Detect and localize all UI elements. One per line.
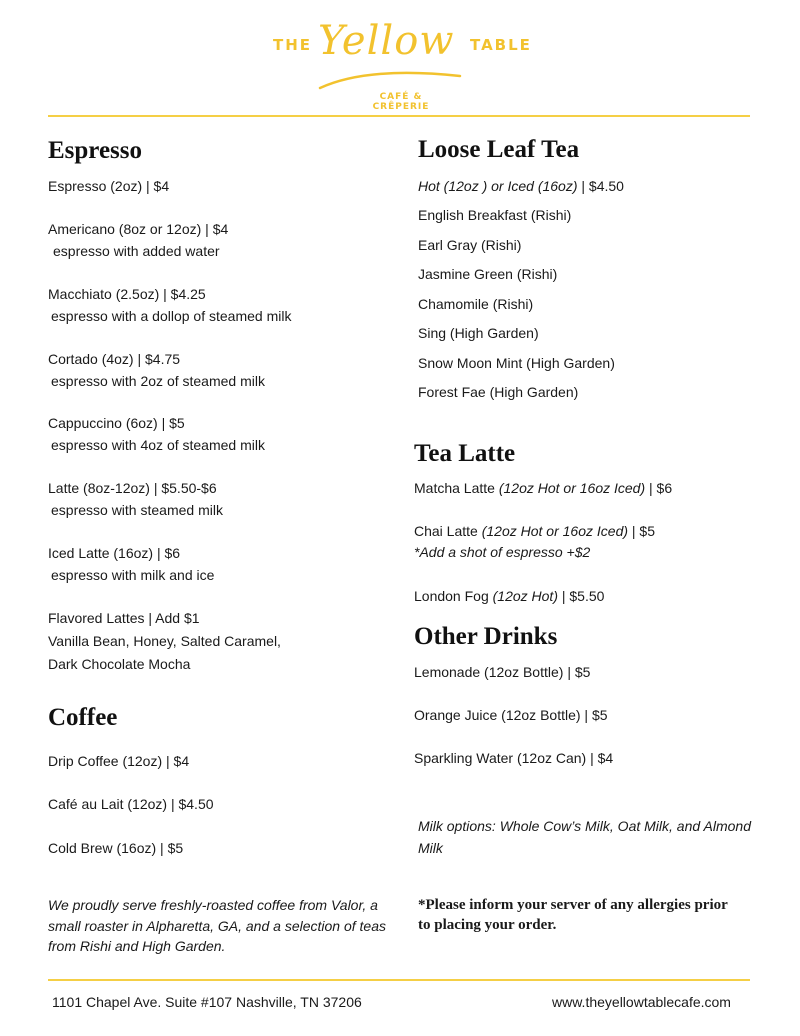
coffee-note: from Rishi and High Garden. [48,938,226,954]
bottom-divider [48,979,750,981]
tea-latte-heading: Tea Latte [414,440,516,467]
menu-item-desc: espresso with steamed milk [51,502,223,518]
flavor-list: Dark Chocolate Mocha [48,656,191,672]
tea-price: | $4.50 [577,178,624,194]
item-size: (12oz Hot or 16oz Iced) [498,480,646,496]
milk-options: Milk [418,840,443,856]
drink-item: Orange Juice (12oz Bottle) | $5 [414,707,608,723]
other-drinks-heading: Other Drinks [414,623,558,650]
menu-item: Flavored Lattes | Add $1 [48,610,200,626]
tea-price-line [418,178,624,194]
item-name: London Fog [414,588,493,604]
menu-item: Americano (8oz or 12oz) | $4 [48,221,229,237]
coffee-heading: Coffee [48,704,118,731]
tea-item: Sing (High Garden) [418,325,539,341]
espresso-heading: Espresso [48,137,143,164]
menu-item: Iced Latte (16oz) | $6 [48,545,181,561]
tea-item: English Breakfast (Rishi) [418,207,572,223]
menu-item: Macchiato (2.5oz) | $4.25 [48,286,206,302]
menu-item: Drip Coffee (12oz) | $4 [48,753,190,769]
tea-latte-item [414,480,672,496]
menu-item-desc: espresso with added water [53,243,220,259]
logo-word-yellow: Yellow [318,18,455,64]
tea-item: Chamomile (Rishi) [418,296,534,312]
addon-note: *Add a shot of espresso +$2 [414,544,591,560]
tea-latte-item [414,588,604,604]
flavor-list: Vanilla Bean, Honey, Salted Caramel, [48,633,281,649]
menu-item: Latte (8oz-12oz) | $5.50-$6 [48,480,217,496]
menu-item: Cortado (4oz) | $4.75 [48,351,181,367]
item-size: (12oz Hot or 16oz Iced) [481,523,629,539]
footer-website[interactable]: www.theyellowtablecafe.com [552,994,731,1010]
logo-word-table: TABLE [470,36,532,54]
tea-item: Earl Gray (Rishi) [418,237,522,253]
footer-address: 1101 Chapel Ave. Suite #107 Nashville, TN 37206 [52,994,362,1010]
menu-item-desc: espresso with 4oz of steamed milk [51,437,265,453]
top-divider [48,115,750,117]
drink-item: Sparkling Water (12oz Can) | $4 [414,750,614,766]
item-size: (12oz Hot) [492,588,558,604]
tea-latte-item [414,523,655,539]
logo-tagline: CAFÉ & CRÊPERIE [372,92,430,112]
menu-item-desc: espresso with milk and ice [51,567,215,583]
menu-item: Café au Lait (12oz) | $4.50 [48,796,214,812]
menu-item: Espresso (2oz) | $4 [48,178,170,194]
allergy-note: *Please inform your server of any allergies prior [418,897,728,913]
milk-options: Milk options: Whole Cow’s Milk, Oat Milk, and Almond [418,818,751,834]
loose-leaf-tea-heading: Loose Leaf Tea [418,136,580,163]
brand-logo [0,18,800,112]
tea-item: Snow Moon Mint (High Garden) [418,355,615,371]
menu-item: Cold Brew (16oz) | $5 [48,840,184,856]
coffee-note: We proudly serve freshly-roasted coffee from Valor, a [48,897,378,913]
tea-item: Jasmine Green (Rishi) [418,266,558,282]
drink-item: Lemonade (12oz Bottle) | $5 [414,664,591,680]
item-name: Matcha Latte [414,480,499,496]
menu-item-desc: espresso with 2oz of steamed milk [51,373,265,389]
logo-word-the: THE [273,36,313,54]
item-name: Chai Latte [414,523,482,539]
menu-item-desc: espresso with a dollop of steamed milk [51,308,292,324]
allergy-note: to placing your order. [418,917,557,933]
item-price: | $5 [628,523,656,539]
coffee-note: small roaster in Alpharetta, GA, and a selection of teas [48,918,386,934]
tea-item: Forest Fae (High Garden) [418,384,579,400]
item-price: | $6 [645,480,673,496]
item-price: | $5.50 [557,588,605,604]
menu-item: Cappuccino (6oz) | $5 [48,415,185,431]
tea-size: Hot (12oz ) or Iced (16oz) [418,178,578,194]
